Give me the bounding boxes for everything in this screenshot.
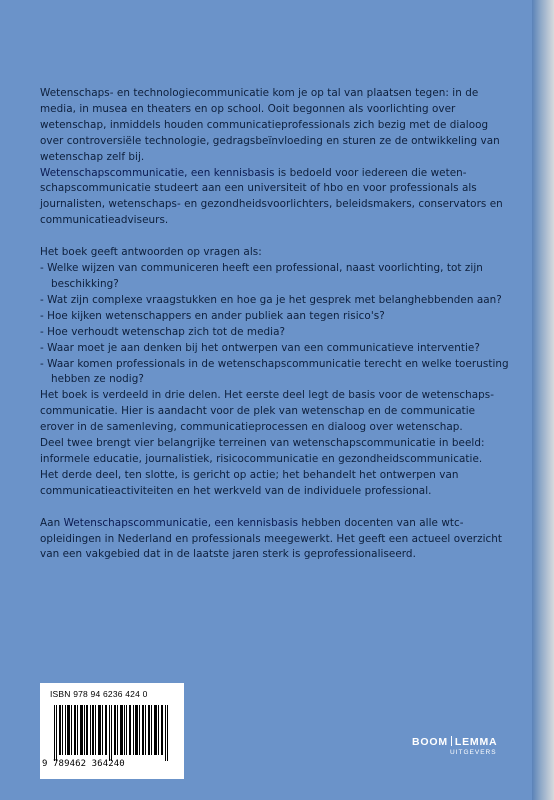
- publisher-name-right: LEMMA: [454, 736, 498, 748]
- question-item: - Hoe kijken wetenschappers en ander publiek aan tegen risico's?: [40, 309, 510, 325]
- barcode-box: [40, 683, 184, 779]
- question-item: - Waar moet je aan denken bij het ontwerpen van een communicatieve interventie?: [40, 341, 510, 357]
- structure-paragraph-2: Deel twee brengt vier belangrijke terreinen van wetenschapscommunicatie in beeld: informele educatie, journalistiek, risicocommunicatie en gezondheidscommunicatie.: [40, 437, 485, 465]
- isbn-label: ISBN 978 94 6236 424 0: [50, 689, 148, 699]
- closing-text: hebben docenten van alle wtc-opleidingen in Nederland en professionals meegewerkt. Het geeft een actueel overzicht van een vakgebied dat in de laatste jaren sterk is geprofessionaliseerd.: [40, 516, 503, 561]
- publisher-name-left: BOOM: [412, 736, 448, 748]
- blurb-text: [40, 86, 510, 563]
- intro-paragraph: Wetenschaps- en technologiecommunicatie kom je op tal van plaatsen tegen: in de media, in musea en theaters en op school. Ooit begonnen als voorlichting over wetenschap, inmiddels houden communicatieprofessionals zich bezig met de dialoog over controversiële technologie, gedragsbeïnvloeding en sturen ze de ontwikkeling van wetenschap zelf bij.: [40, 87, 500, 163]
- question-item: - Waar komen professionals in de wetenschapscommunicatie terecht en welke toerusting hebben ze nodig?: [40, 357, 510, 389]
- ean-digits: 9 789462 364240: [42, 759, 125, 769]
- questions-lead: Het boek geeft antwoorden op vragen als:: [40, 246, 262, 259]
- structure-paragraph-1: Het boek is verdeeld in drie delen. Het eerste deel legt de basis voor de wetenschaps-communicatie. Hier is aandacht voor de plek van wetenschap en de communicatie erover in de samenleving, communicatieprocessen en dialoog over wetenschap.: [40, 389, 495, 434]
- book-spine-edge: [532, 0, 554, 800]
- question-item: - Welke wijzen van communiceren heeft een professional, naast voorlichting, tot zijn beschikking?: [40, 261, 510, 293]
- question-item: - Wat zijn complexe vraagstukken en hoe ga je het gesprek met belanghebbenden aan?: [40, 293, 510, 309]
- questions-list: [40, 261, 510, 388]
- book-title-highlight: Wetenschapscommunicatie, een kennisbasis: [40, 166, 275, 179]
- book-title-highlight: Wetenschapscommunicatie, een kennisbasis: [63, 516, 299, 529]
- closing-paragraph: [40, 516, 510, 564]
- logo-divider: [451, 736, 452, 746]
- audience-text: is bedoeld voor iedereen die weten-schapscommunicatie studeert aan een universiteit of hbo en voor professionals als journalisten, wetenschaps- en gezondheidsvoorlichters, beleidsmakers, conservators en communicatieadviseurs.: [40, 166, 503, 227]
- structure-paragraph-3: Het derde deel, ten slotte, is gericht op actie; het behandelt het ontwerpen van communicatieactiviteiten en het werkveld van de individuele professional.: [40, 468, 459, 497]
- publisher-logo: [412, 736, 497, 756]
- publisher-subtitle: UITGEVERS: [450, 749, 497, 756]
- closing-prefix: Aan: [40, 516, 64, 529]
- audience-paragraph: [40, 166, 510, 230]
- question-item: - Hoe verhoudt wetenschap zich tot de media?: [40, 325, 510, 341]
- barcode-image: [54, 705, 172, 761]
